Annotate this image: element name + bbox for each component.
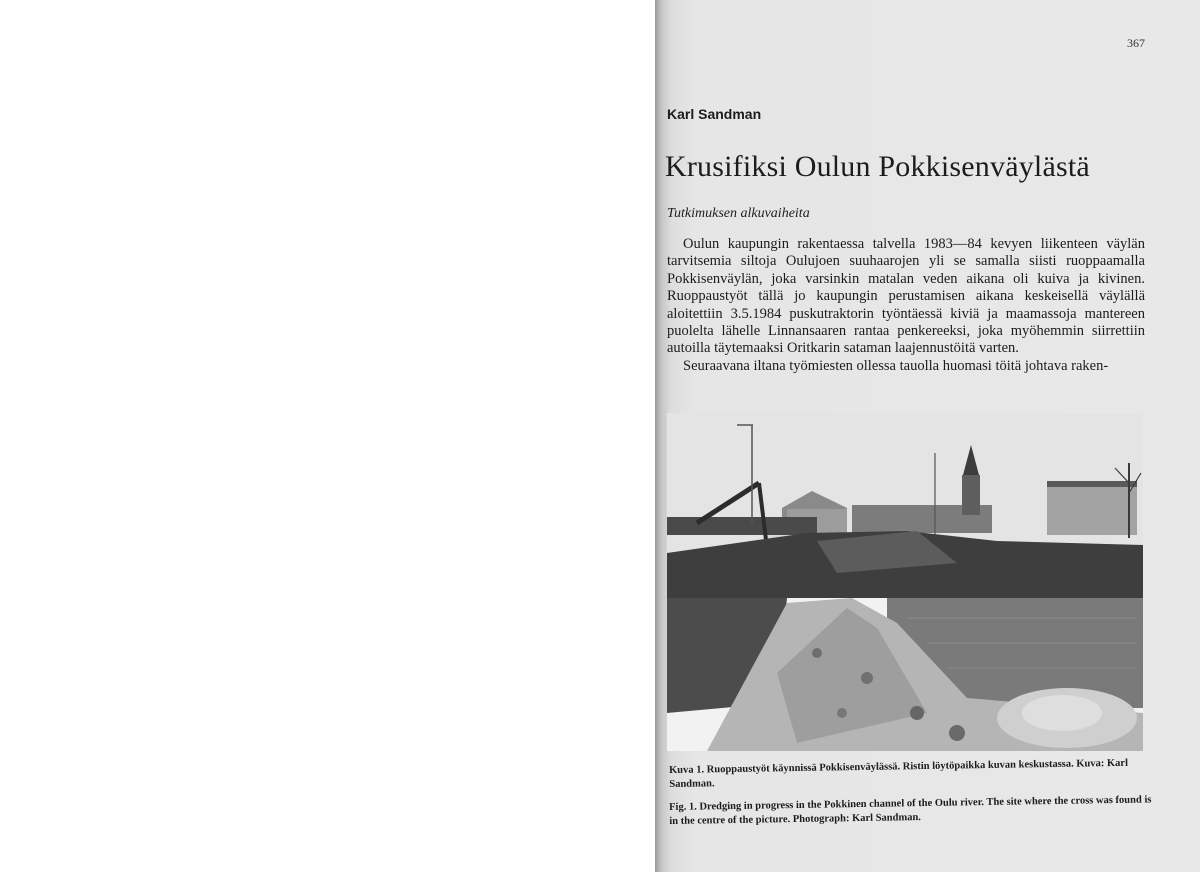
article-body [667,236,1145,375]
article-title: Krusifiksi Oulun Pokkisenväylästä [665,150,1090,183]
printed-page [655,0,1200,872]
body-paragraph: Seuraavana iltana työmiesten ollessa tauolla huomasi töitä johtava raken- [683,357,1109,374]
section-subtitle: Tutkimuksen alkuvaiheita [667,206,810,221]
author-name: Karl Sandman [667,106,762,122]
photo-illustration [667,413,1143,751]
photo-dredging-site [667,413,1143,751]
page-number: 367 [1127,36,1145,50]
figure-caption-english: Fig. 1. Dredging in progress in the Pokkinen channel of the Oulu river. The site where the cross was found is in the centre of the picture. Photograph: Karl Sandman. [669,794,1152,827]
figure-caption-finnish: Kuva 1. Ruoppaustyöt käynnissä Pokkisenväylässä. Ristin löytöpaikka kuvan keskustassa. Kuva: Karl Sandman. [669,757,1129,790]
body-paragraph: Oulun kaupungin rakentaessa talvella 1983—84 kevyen liikenteen väylän tarvitsemia siltoja Oulujoen suuhaarojen yli se samalla siisti ruoppaamalla Pokkisenväylän, joka varsinkin matalan veden aikana oli kuiva ja kivinen. Ruoppaustyöt tällä jo kaupungin perustamisen aikana keskeisellä väylällä aloitettiin 3.5.1984 puskutraktorin työntäessä kiviä ja maamassoja mantereen puolelta lähelle Linnansaaren rantaa penkereeksi, joka myöhemmin siirrettiin autoilla täytemaaksi Oritkarin sataman laajennustöitä varten. [667,236,1145,357]
